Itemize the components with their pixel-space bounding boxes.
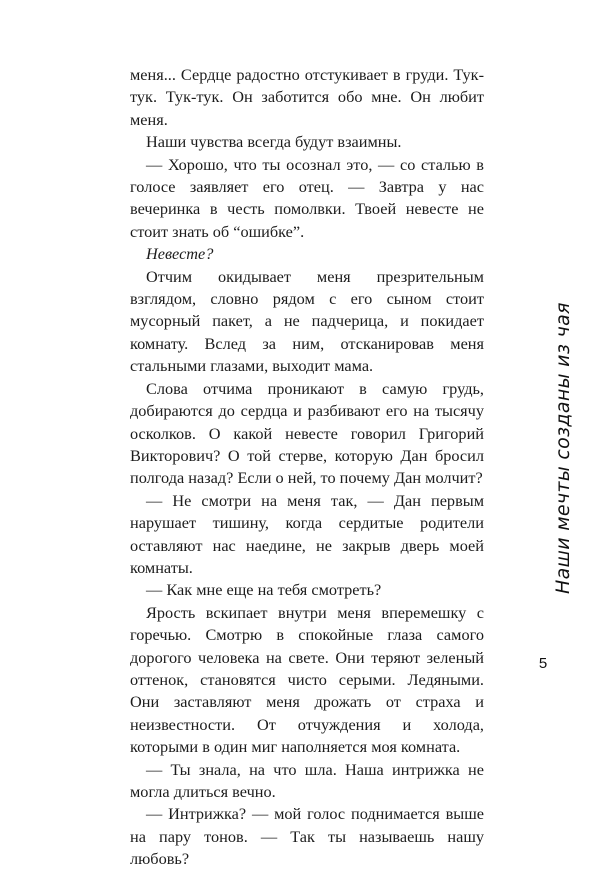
running-title: Наши мечты созданы из чая [552, 302, 574, 594]
paragraph-8: — Как мне еще на тебя смотреть? [146, 580, 382, 600]
paragraph-4: Невесте? [146, 244, 214, 264]
paragraph-3: — Хорошо, что ты осознал это, — со сталью в голосе заявляет его отец. — Завтра у нас вечеринка в честь помолвки. Твоей невесте не стоит знать об “ошибке”. [130, 154, 484, 241]
paragraph-7: — Не смотри на меня так, — Дан первым нарушает тишину, когда сердитые родители оставляют нас наедине, не закрыв дверь моей комнаты. [130, 490, 484, 577]
paragraph-1: меня... Сердце радостно отстукивает в груди. Тук-тук. Тук-тук. Он заботится обо мне. Он любит меня. [130, 65, 484, 129]
paragraph-11: — Интрижка? — мой голос поднимается выше на пару тонов. — Так ты называешь нашу любовь? [130, 804, 484, 869]
paragraph-9: Ярость вскипает внутри меня вперемешку с горечью. Смотрю в спокойные глаза самого дорогого человека на свете. Они теряют зеленый оттенок, становятся чисто серыми. Ледяными. Они заставляют меня дрожать от страха и неизвестности. От отчуждения и холода, которыми в один миг наполняется моя комната. [130, 602, 484, 757]
paragraph-2: Наши чувства всегда будут взаимны. [146, 132, 402, 152]
paragraph-5: Отчим окидывает меня презрительным взглядом, словно рядом с его сыном стоит мусорный пакет, а не падчерица, и покидает комнату. Вслед за ним, отсканировав меня стальными глазами, выходит мама. [130, 266, 484, 376]
paragraph-10: — Ты знала, на что шла. Наша интрижка не могла длиться вечно. [130, 759, 484, 801]
paragraph-6: Слова отчима проникают в самую грудь, добираются до сердца и разбивают его на тысячу осколков. О какой невесте говорил Григорий Викторович? О той стерве, которую Дан бросил полгода назад? Если о ней, то почему Дан молчит? [130, 378, 484, 488]
page-number: 5 [538, 655, 548, 672]
